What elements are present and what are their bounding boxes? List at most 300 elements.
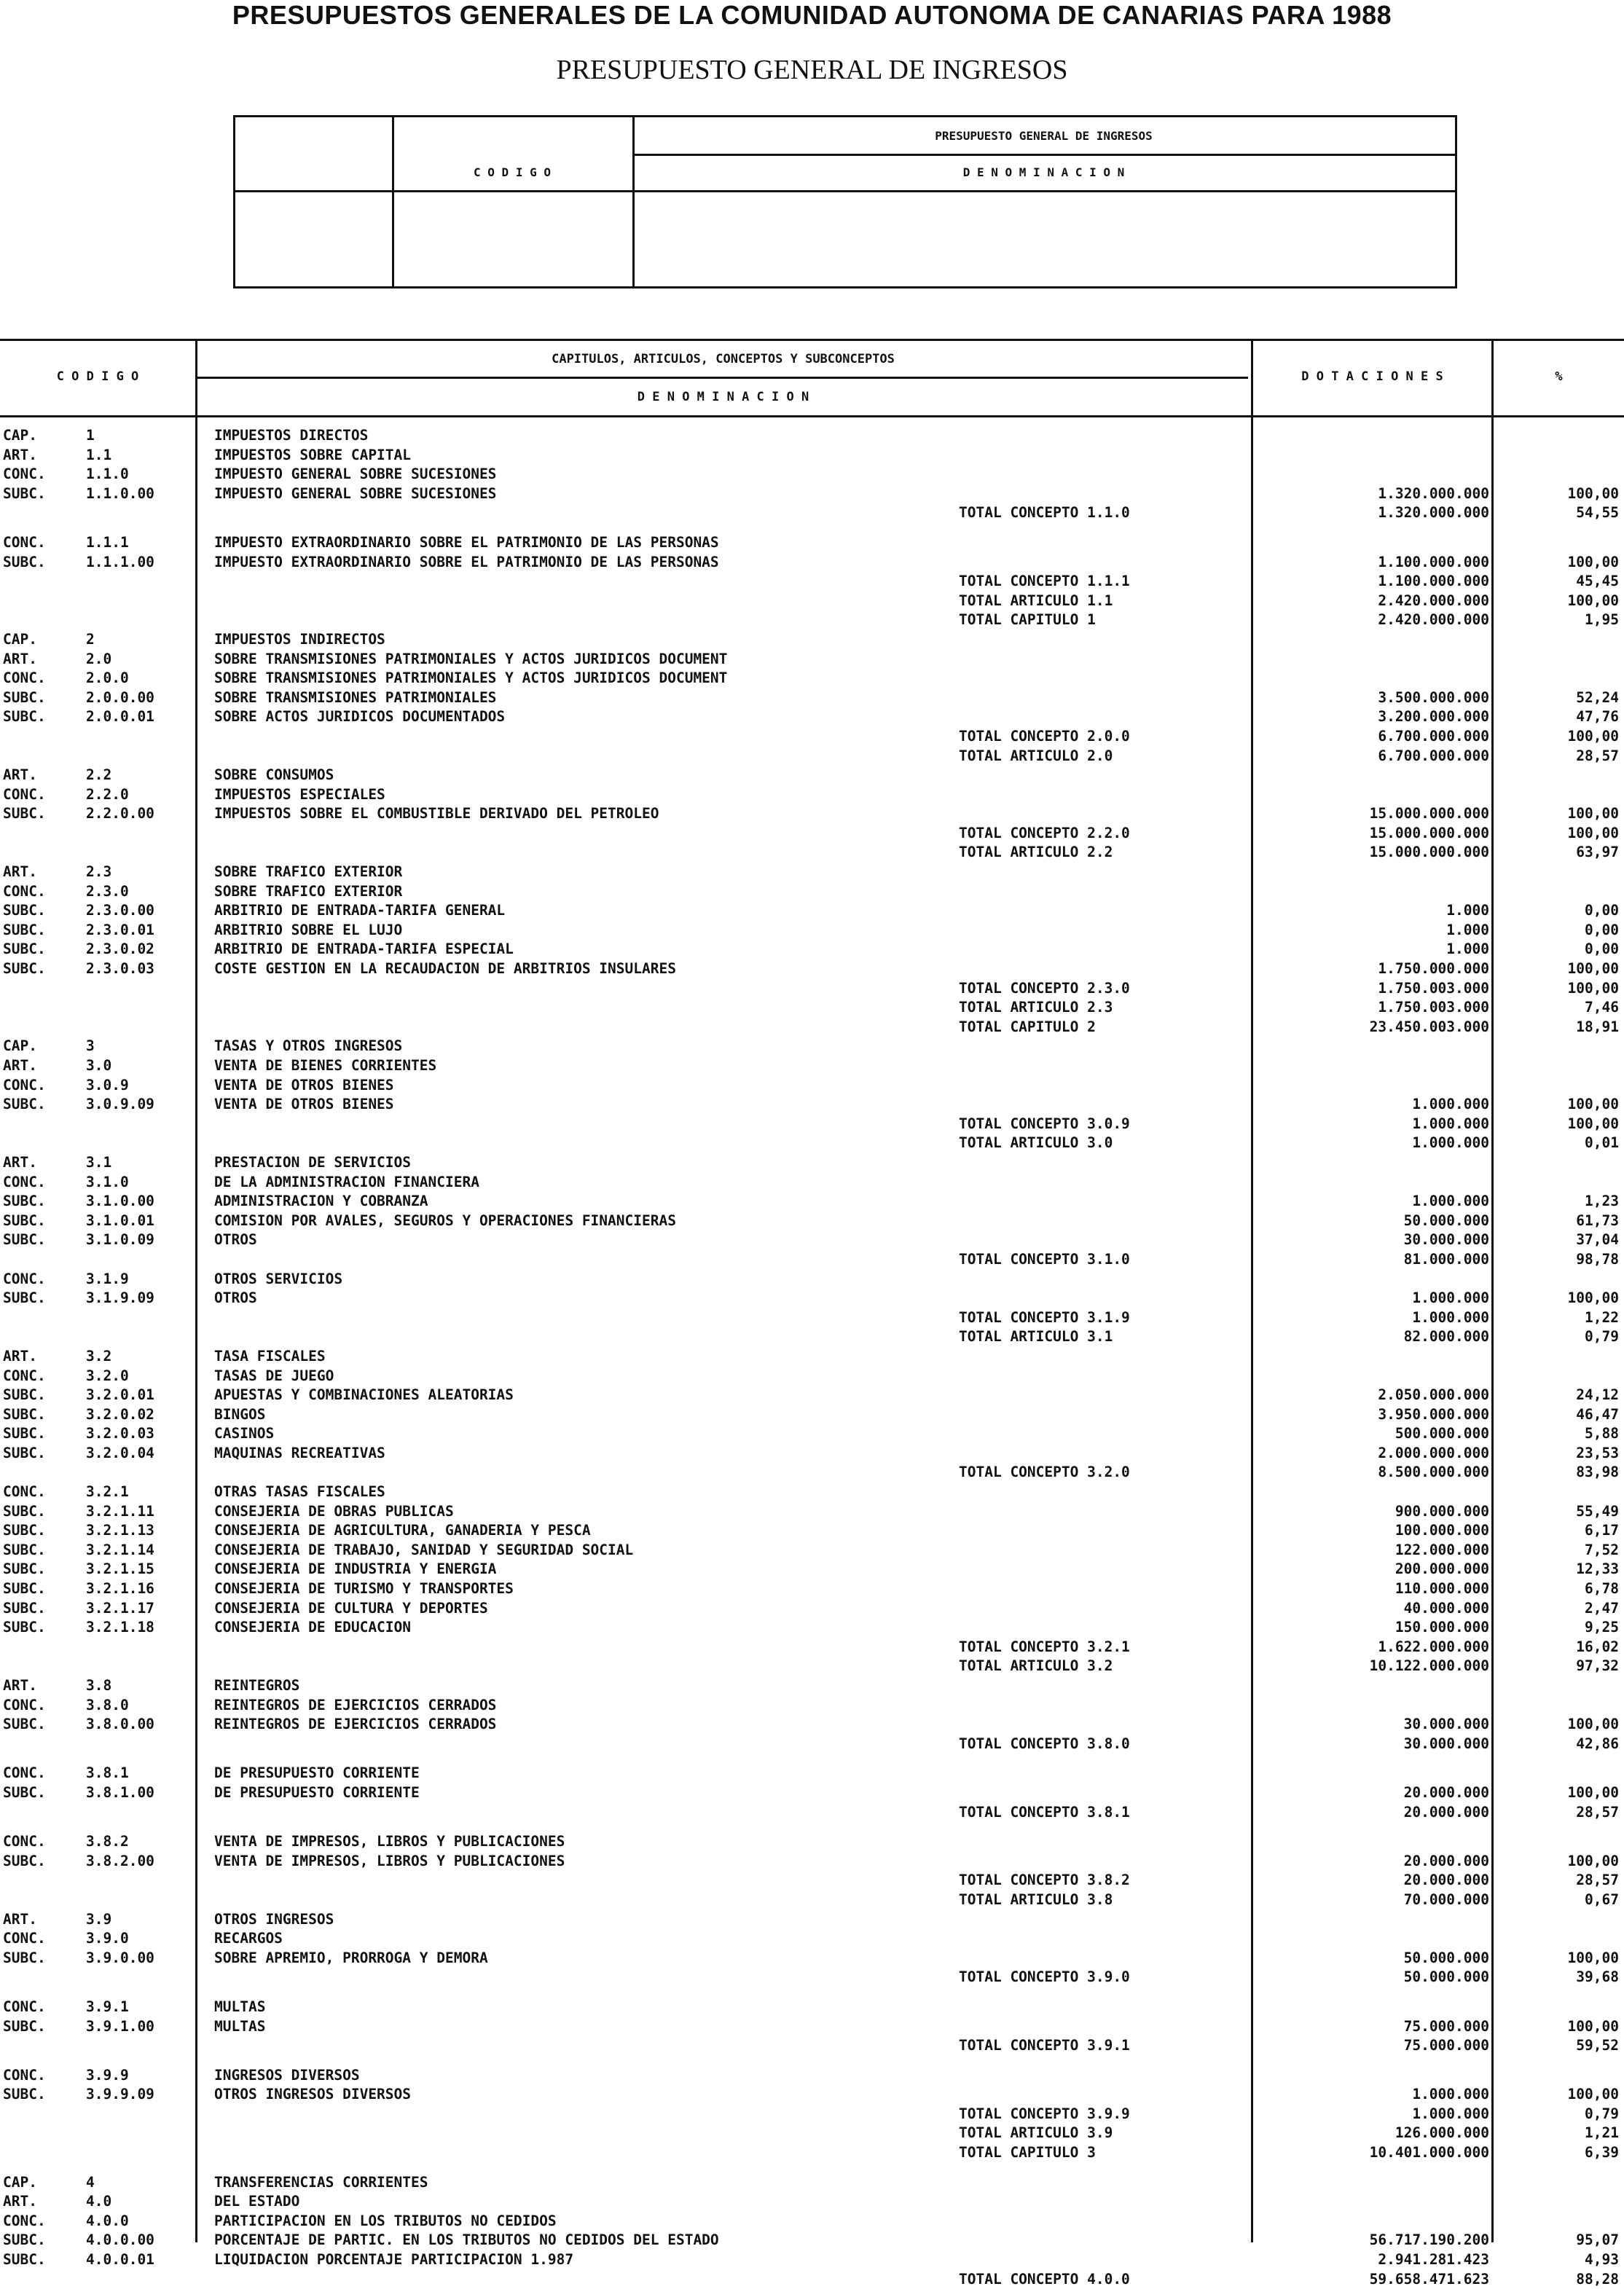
total-row	[0, 503, 1624, 523]
row-amount: 126.000.000	[1394, 2124, 1489, 2142]
header-box-top-label: PRESUPUESTO GENERAL DE INGRESOS	[935, 129, 1153, 143]
row-percent: 100,00	[1567, 484, 1619, 502]
row-total-label: TOTAL CONCEPTO 3.8.0	[959, 1735, 1130, 1752]
row-percent: 0,79	[1585, 2105, 1619, 2122]
row-denomination: CONSEJERIA DE TURISMO Y TRANSPORTES	[214, 1580, 514, 1598]
total-row	[0, 1638, 1624, 1657]
total-row	[0, 1891, 1624, 1910]
table-row	[0, 2085, 1624, 2105]
table-row	[0, 1783, 1624, 1803]
table-row	[0, 901, 1624, 921]
row-amount: 3.500.000.000	[1378, 688, 1489, 706]
row-percent: 1,22	[1585, 1308, 1619, 1326]
row-type: SUBC.	[3, 1852, 46, 1869]
row-amount: 40.000.000	[1403, 1599, 1489, 1617]
row-percent: 63,97	[1576, 844, 1619, 861]
row-amount: 56.717.190.200	[1369, 2231, 1489, 2249]
row-code: 3.9.9.09	[86, 2086, 154, 2103]
table-row	[0, 446, 1624, 466]
table-row	[0, 426, 1624, 446]
header-denominacion: D E N O M I N A C I O N	[637, 390, 809, 404]
row-percent: 59,52	[1576, 2037, 1619, 2054]
row-percent: 100,00	[1567, 1115, 1619, 1132]
row-code: 3.8.2.00	[86, 1852, 154, 1869]
row-type: SUBC.	[3, 1716, 46, 1733]
row-percent: 88,28	[1576, 2270, 1619, 2288]
row-percent: 52,24	[1576, 688, 1619, 706]
row-code: 3.8.0.00	[86, 1716, 154, 1733]
row-amount: 1.750.003.000	[1378, 979, 1489, 997]
table-row	[0, 1541, 1624, 1560]
row-denomination: COMISION POR AVALES, SEGUROS Y OPERACIONES FINANCIERAS	[214, 1212, 676, 1229]
row-total-label: TOTAL CONCEPTO 3.8.1	[959, 1803, 1130, 1821]
row-code: 4.0.0	[86, 2212, 129, 2229]
row-amount: 1.000.000	[1412, 1308, 1489, 1326]
row-type: SUBC.	[3, 2086, 46, 2103]
row-type: CONC.	[3, 1367, 46, 1384]
row-code: 2.2.0.00	[86, 805, 154, 822]
row-total-label: TOTAL CONCEPTO 4.0.0	[959, 2270, 1130, 2288]
row-type: CAP.	[3, 427, 37, 444]
table-row	[0, 766, 1624, 785]
table-row	[0, 2192, 1624, 2212]
row-type: SUBC.	[3, 1619, 46, 1636]
row-code: 2.0.0	[86, 670, 129, 687]
total-row	[0, 998, 1624, 1018]
table-row	[0, 1444, 1624, 1464]
header-box-codigo: C O D I G O	[474, 165, 551, 179]
row-total-label: TOTAL ARTICULO 2.3	[959, 999, 1113, 1016]
header-box-rule	[235, 190, 1455, 192]
row-percent: 6,78	[1585, 1580, 1619, 1598]
row-amount: 1.750.000.000	[1378, 960, 1489, 978]
total-row	[0, 1250, 1624, 1270]
row-percent: 61,73	[1576, 1212, 1619, 1229]
row-code: 1	[86, 427, 95, 444]
row-percent: 45,45	[1576, 573, 1619, 590]
row-amount: 2.941.281.423	[1378, 2251, 1489, 2269]
row-denomination: ARBITRIO DE ENTRADA-TARIFA ESPECIAL	[214, 941, 514, 958]
table-header-rule	[197, 377, 1248, 379]
row-denomination: SOBRE ACTOS JURIDICOS DOCUMENTADOS	[214, 708, 506, 726]
row-amount: 100.000.000	[1394, 1522, 1489, 1539]
row-type: SUBC.	[3, 902, 46, 919]
row-code: 2.3.0.01	[86, 921, 154, 938]
row-amount: 1.750.003.000	[1378, 999, 1489, 1016]
row-amount: 1.000.000	[1412, 1193, 1489, 1210]
row-code: 3.8.0	[86, 1696, 129, 1713]
row-percent: 100,00	[1567, 1783, 1619, 1801]
row-denomination: SOBRE TRANSMISIONES PATRIMONIALES Y ACTOS JURIDICOS DOCUMENT	[214, 670, 728, 687]
row-type: SUBC.	[3, 484, 46, 502]
table-row	[0, 1618, 1624, 1638]
row-type: ART.	[3, 1153, 37, 1171]
table-row	[0, 959, 1624, 979]
row-amount: 50.000.000	[1403, 1968, 1489, 1986]
table-row	[0, 630, 1624, 650]
row-type: CAP.	[3, 1037, 37, 1055]
row-type: SUBC.	[3, 1541, 46, 1558]
row-code: 3.8	[86, 1677, 112, 1694]
row-denomination: COSTE GESTION EN LA RECAUDACION DE ARBITRIOS INSULARES	[214, 960, 676, 978]
total-row	[0, 1134, 1624, 1153]
row-type: CONC.	[3, 1270, 46, 1287]
row-total-label: TOTAL CONCEPTO 3.1.0	[959, 1250, 1130, 1268]
row-denomination: VENTA DE OTROS BIENES	[214, 1076, 394, 1094]
table-body	[0, 426, 1624, 2289]
row-percent: 9,25	[1585, 1619, 1619, 1636]
row-percent: 39,68	[1576, 1968, 1619, 1986]
row-amount: 1.000.000	[1412, 1289, 1489, 1307]
row-denomination: SOBRE TRAFICO EXTERIOR	[214, 863, 403, 881]
row-amount: 30.000.000	[1403, 1231, 1489, 1249]
total-row	[0, 592, 1624, 611]
row-type: SUBC.	[3, 2017, 46, 2035]
table-row	[0, 707, 1624, 727]
row-total-label: TOTAL CONCEPTO 3.9.9	[959, 2105, 1130, 2122]
table-row	[0, 2212, 1624, 2231]
row-total-label: TOTAL ARTICULO 3.0	[959, 1134, 1113, 1152]
row-code: 2.2.0	[86, 785, 129, 803]
row-type: CONC.	[3, 1173, 46, 1190]
row-percent: 100,00	[1567, 1949, 1619, 1966]
table-row	[0, 921, 1624, 941]
table-row	[0, 1212, 1624, 1231]
row-amount: 3.950.000.000	[1378, 1405, 1489, 1423]
row-type: SUBC.	[3, 1193, 46, 1210]
table-row	[0, 1599, 1624, 1619]
row-total-label: TOTAL ARTICULO 3.8	[959, 1891, 1113, 1908]
table-row	[0, 2066, 1624, 2086]
row-denomination: LIQUIDACION PORCENTAJE PARTICIPACION 1.987	[214, 2251, 574, 2269]
row-code: 2.3.0.00	[86, 902, 154, 919]
row-type: SUBC.	[3, 805, 46, 822]
row-code: 3.2.1.17	[86, 1599, 154, 1617]
row-type: ART.	[3, 1347, 37, 1365]
row-denomination: OTROS SERVICIOS	[214, 1270, 343, 1287]
row-amount: 110.000.000	[1394, 1580, 1489, 1598]
table-row	[0, 1153, 1624, 1173]
total-row	[0, 1115, 1624, 1134]
row-percent: 42,86	[1576, 1735, 1619, 1752]
table-row	[0, 804, 1624, 824]
row-code: 1.1	[86, 446, 112, 463]
row-denomination: TASA FISCALES	[214, 1347, 326, 1365]
row-denomination: MULTAS	[214, 1998, 266, 2015]
row-type: CONC.	[3, 1076, 46, 1094]
row-denomination: DEL ESTADO	[214, 2193, 300, 2210]
row-code: 2.3.0.02	[86, 941, 154, 958]
row-percent: 0,00	[1585, 921, 1619, 938]
row-type: CONC.	[3, 466, 46, 483]
row-denomination: ARBITRIO SOBRE EL LUJO	[214, 921, 403, 938]
row-total-label: TOTAL CONCEPTO 1.1.1	[959, 573, 1130, 590]
row-total-label: TOTAL CONCEPTO 3.9.1	[959, 2037, 1130, 2054]
row-percent: 12,33	[1576, 1560, 1619, 1578]
row-amount: 900.000.000	[1394, 1502, 1489, 1520]
row-total-label: TOTAL CAPITULO 3	[959, 2144, 1096, 2162]
total-row	[0, 1735, 1624, 1754]
total-row	[0, 824, 1624, 844]
row-gap	[0, 2056, 1624, 2066]
row-denomination: IMPUESTOS SOBRE CAPITAL	[214, 446, 412, 463]
row-amount: 70.000.000	[1403, 1891, 1489, 1908]
row-code: 3	[86, 1037, 95, 1055]
row-denomination: IMPUESTOS DIRECTOS	[214, 427, 369, 444]
row-type: ART.	[3, 446, 37, 463]
row-denomination: BINGOS	[214, 1405, 266, 1423]
row-type: SUBC.	[3, 1599, 46, 1617]
total-row	[0, 1871, 1624, 1891]
table-row	[0, 465, 1624, 484]
row-percent: 1,23	[1585, 1193, 1619, 1210]
row-total-label: TOTAL ARTICULO 1.1	[959, 592, 1113, 609]
row-denomination: APUESTAS Y COMBINACIONES ALEATORIAS	[214, 1386, 514, 1404]
row-total-label: TOTAL CAPITULO 1	[959, 611, 1096, 629]
row-code: 3.1.9.09	[86, 1289, 154, 1307]
row-percent: 1,21	[1585, 2124, 1619, 2142]
row-amount: 10.401.000.000	[1369, 2144, 1489, 2162]
row-amount: 2.420.000.000	[1378, 611, 1489, 629]
row-amount: 2.000.000.000	[1378, 1444, 1489, 1461]
row-amount: 1.000.000	[1412, 2105, 1489, 2122]
row-type: SUBC.	[3, 1444, 46, 1461]
row-percent: 0,00	[1585, 941, 1619, 958]
row-type: ART.	[3, 1910, 37, 1928]
row-amount: 1.320.000.000	[1378, 504, 1489, 522]
row-code: 3.2.1.11	[86, 1502, 154, 1520]
row-amount: 10.122.000.000	[1369, 1657, 1489, 1675]
table-row	[0, 484, 1624, 504]
row-amount: 150.000.000	[1394, 1619, 1489, 1636]
row-type: CONC.	[3, 1764, 46, 1782]
total-row	[0, 843, 1624, 863]
row-code: 2.0.0.00	[86, 688, 154, 706]
row-type: SUBC.	[3, 1502, 46, 1520]
row-type: SUBC.	[3, 708, 46, 726]
row-code: 2.0.0.01	[86, 708, 154, 726]
row-percent: 55,49	[1576, 1502, 1619, 1520]
row-amount: 75.000.000	[1403, 2017, 1489, 2035]
row-code: 4.0.0.01	[86, 2251, 154, 2269]
row-total-label: TOTAL CONCEPTO 2.3.0	[959, 979, 1130, 997]
row-denomination: SOBRE APREMIO, PRORROGA Y DEMORA	[214, 1949, 488, 1966]
row-code: 3.9.9	[86, 2066, 129, 2084]
row-percent: 28,57	[1576, 1803, 1619, 1821]
total-row	[0, 2036, 1624, 2056]
row-type: CONC.	[3, 882, 46, 900]
row-denomination: RECARGOS	[214, 1930, 283, 1947]
row-total-label: TOTAL CAPITULO 2	[959, 1018, 1096, 1035]
row-percent: 2,47	[1585, 1599, 1619, 1617]
row-percent: 18,91	[1576, 1018, 1619, 1035]
table-row	[0, 1037, 1624, 1056]
row-type: SUBC.	[3, 960, 46, 978]
header-dotaciones: D O T A C I O N E S	[1301, 369, 1443, 384]
row-percent: 100,00	[1567, 592, 1619, 609]
row-percent: 1,95	[1585, 611, 1619, 629]
table-row	[0, 1676, 1624, 1696]
row-gap	[0, 1822, 1624, 1832]
row-code: 1.1.0	[86, 466, 129, 483]
header-box-divider	[392, 117, 394, 286]
row-type: SUBC.	[3, 1522, 46, 1539]
row-denomination: REINTEGROS DE EJERCICIOS CERRADOS	[214, 1696, 497, 1713]
table-top-rule	[0, 339, 1624, 341]
row-code: 3.1.0.00	[86, 1193, 154, 1210]
row-code: 3.2.1.16	[86, 1580, 154, 1598]
total-row	[0, 610, 1624, 630]
row-type: SUBC.	[3, 1560, 46, 1578]
row-denomination: ADMINISTRACION Y COBRANZA	[214, 1193, 428, 1210]
row-type: SUBC.	[3, 1289, 46, 1307]
row-code: 2.3.0.03	[86, 960, 154, 978]
row-denomination: TASAS Y OTROS INGRESOS	[214, 1037, 403, 1055]
table-row	[0, 882, 1624, 902]
row-gap	[0, 1987, 1624, 1998]
row-type: CONC.	[3, 533, 46, 551]
row-gap	[0, 1754, 1624, 1764]
row-type: CONC.	[3, 785, 46, 803]
row-percent: 100,00	[1567, 1289, 1619, 1307]
row-type: ART.	[3, 1677, 37, 1694]
row-type: SUBC.	[3, 1949, 46, 1966]
row-percent: 100,00	[1567, 2017, 1619, 2035]
row-denomination: SOBRE TRAFICO EXTERIOR	[214, 882, 403, 900]
table-row	[0, 688, 1624, 708]
row-type: SUBC.	[3, 1231, 46, 1249]
row-code: 3.2.0	[86, 1367, 129, 1384]
table-row	[0, 1230, 1624, 1250]
row-type: SUBC.	[3, 1405, 46, 1423]
row-amount: 2.050.000.000	[1378, 1386, 1489, 1404]
table-row	[0, 650, 1624, 670]
row-code: 3.1.0.01	[86, 1212, 154, 1229]
row-type: ART.	[3, 2193, 37, 2210]
row-percent: 0,00	[1585, 902, 1619, 919]
row-type: SUBC.	[3, 1783, 46, 1801]
row-denomination: OTROS INGRESOS DIVERSOS	[214, 2086, 412, 2103]
row-type: SUBC.	[3, 1386, 46, 1404]
row-code: 1.1.0.00	[86, 484, 154, 502]
row-code: 1.1.1.00	[86, 553, 154, 570]
row-denomination: DE LA ADMINISTRACION FINANCIERA	[214, 1173, 479, 1190]
total-row	[0, 2105, 1624, 2124]
table-row	[0, 2231, 1624, 2250]
income-table	[0, 339, 1624, 2288]
row-percent: 100,00	[1567, 727, 1619, 745]
row-amount: 1.100.000.000	[1378, 553, 1489, 570]
row-percent: 100,00	[1567, 1852, 1619, 1869]
row-percent: 7,46	[1585, 999, 1619, 1016]
row-amount: 6.700.000.000	[1378, 747, 1489, 764]
row-amount: 3.200.000.000	[1378, 708, 1489, 726]
table-row	[0, 1347, 1624, 1367]
row-type: SUBC.	[3, 941, 46, 958]
row-denomination: PRESTACION DE SERVICIOS	[214, 1153, 412, 1171]
row-type: CONC.	[3, 2066, 46, 2084]
row-denomination: IMPUESTO GENERAL SOBRE SUCESIONES	[214, 466, 497, 483]
table-row	[0, 1579, 1624, 1599]
table-row	[0, 553, 1624, 573]
row-type: CAP.	[3, 630, 37, 648]
row-denomination: CASINOS	[214, 1425, 275, 1442]
row-denomination: REINTEGROS	[214, 1677, 300, 1694]
row-total-label: TOTAL ARTICULO 3.1	[959, 1328, 1113, 1346]
table-row	[0, 1386, 1624, 1405]
row-denomination: CONSEJERIA DE AGRICULTURA, GANADERIA Y PESCA	[214, 1522, 591, 1539]
total-row	[0, 2270, 1624, 2289]
row-percent: 47,76	[1576, 708, 1619, 726]
table-row	[0, 2017, 1624, 2037]
row-denomination: VENTA DE OTROS BIENES	[214, 1096, 394, 1113]
row-denomination: IMPUESTOS INDIRECTOS	[214, 630, 385, 648]
total-row	[0, 747, 1624, 766]
row-denomination: TASAS DE JUEGO	[214, 1367, 334, 1384]
row-code: 4.0	[86, 2193, 112, 2210]
header-box-rule	[632, 154, 1455, 156]
row-amount: 20.000.000	[1403, 1783, 1489, 1801]
row-percent: 6,39	[1585, 2144, 1619, 2162]
table-row	[0, 940, 1624, 959]
row-denomination: INGRESOS DIVERSOS	[214, 2066, 360, 2084]
header-percent: %	[1555, 369, 1563, 384]
total-row	[0, 572, 1624, 592]
row-code: 3.2.0.03	[86, 1425, 154, 1442]
row-denomination: DE PRESUPUESTO CORRIENTE	[214, 1783, 420, 1801]
total-row	[0, 1657, 1624, 1676]
row-percent: 100,00	[1567, 553, 1619, 570]
row-type: SUBC.	[3, 1580, 46, 1598]
table-row	[0, 1056, 1624, 1076]
row-total-label: TOTAL CONCEPTO 3.1.9	[959, 1308, 1130, 1326]
total-row	[0, 1308, 1624, 1328]
row-percent: 98,78	[1576, 1250, 1619, 1268]
page-title: PRESUPUESTOS GENERALES DE LA COMUNIDAD AUTONOMA DE CANARIAS PARA 1988	[232, 0, 1392, 30]
table-row	[0, 1270, 1624, 1289]
table-row	[0, 1502, 1624, 1522]
row-code: 3.1.9	[86, 1270, 129, 1287]
row-amount: 81.000.000	[1403, 1250, 1489, 1268]
row-denomination: CONSEJERIA DE EDUCACION	[214, 1619, 412, 1636]
row-code: 3.2.1.18	[86, 1619, 154, 1636]
total-row	[0, 979, 1624, 999]
row-total-label: TOTAL ARTICULO 3.2	[959, 1657, 1113, 1675]
header-capitulos: CAPITULOS, ARTICULOS, CONCEPTOS Y SUBCONCEPTOS	[552, 352, 895, 366]
row-percent: 100,00	[1567, 1716, 1619, 1733]
row-amount: 1.000.000	[1412, 1096, 1489, 1113]
header-box-denominacion: D E N O M I N A C I O N	[962, 165, 1125, 179]
table-row	[0, 1832, 1624, 1852]
row-code: 4	[86, 2173, 95, 2191]
total-row	[0, 2143, 1624, 2163]
table-row	[0, 1521, 1624, 1541]
row-amount: 1.000	[1446, 902, 1489, 919]
row-type: CONC.	[3, 670, 46, 687]
row-amount: 1.320.000.000	[1378, 484, 1489, 502]
row-code: 3.2.1.15	[86, 1560, 154, 1578]
row-denomination: MAQUINAS RECREATIVAS	[214, 1444, 385, 1461]
row-code: 3.1.0.09	[86, 1231, 154, 1249]
row-percent: 95,07	[1576, 2231, 1619, 2249]
row-denomination: TRANSFERENCIAS CORRIENTES	[214, 2173, 428, 2191]
table-row	[0, 1910, 1624, 1930]
row-total-label: TOTAL ARTICULO 3.9	[959, 2124, 1113, 2142]
row-denomination: DE PRESUPUESTO CORRIENTE	[214, 1764, 420, 1782]
row-percent: 100,00	[1567, 824, 1619, 841]
row-percent: 6,17	[1585, 1522, 1619, 1539]
row-amount: 23.450.003.000	[1369, 1018, 1489, 1035]
